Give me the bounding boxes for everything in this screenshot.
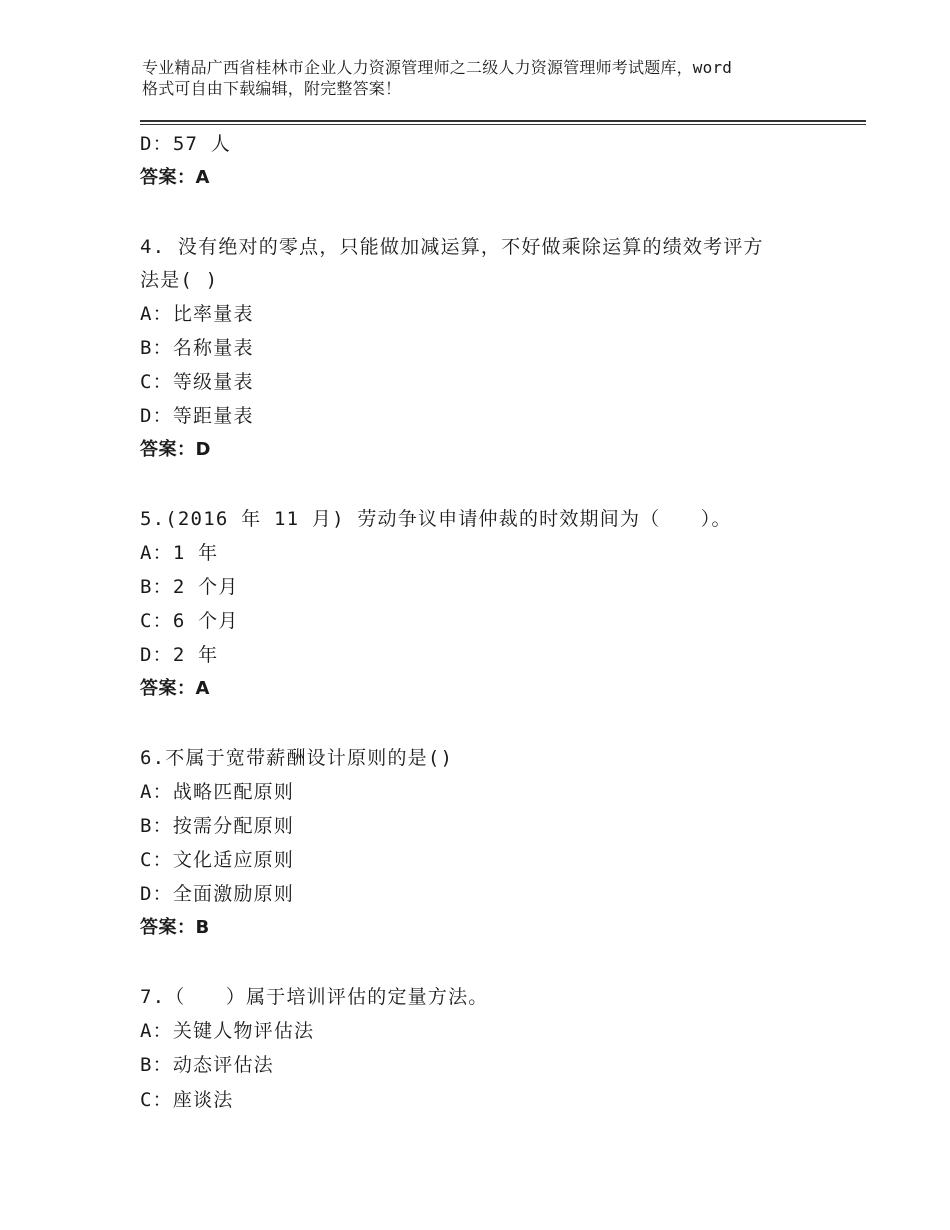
header-rule-thin [140, 124, 866, 125]
answer-value: A [195, 678, 210, 699]
q7-stem: 7.（ ）属于培训评估的定量方法。 [140, 986, 489, 1008]
answer-value: D [195, 439, 211, 460]
q6-stem: 6.不属于宽带薪酬设计原则的是() [140, 747, 454, 769]
q4-answer: 答案：D [140, 439, 211, 460]
prev-answer: 答案：A [140, 167, 210, 188]
q7-option-a: A：关键人物评估法 [140, 1020, 315, 1042]
q4-option-a: A：比率量表 [140, 303, 254, 325]
q6-option-b: B：按需分配原则 [140, 815, 295, 837]
q4-option-d: D：等距量表 [140, 405, 254, 427]
q6-answer: 答案：B [140, 917, 210, 938]
answer-label: 答案 [140, 167, 177, 188]
q4-option-b: B：名称量表 [140, 337, 254, 359]
q7-option-b: B：动态评估法 [140, 1054, 274, 1076]
q5-option-a: A：1 年 [140, 542, 219, 564]
q6-option-d: D：全面激励原则 [140, 883, 295, 905]
q6-option-a: A：战略匹配原则 [140, 781, 295, 803]
header-line-2: 格式可自由下载编辑，附完整答案！ [142, 79, 402, 98]
q6-option-c: C：文化适应原则 [140, 849, 295, 871]
q5-option-b: B：2 个月 [140, 576, 239, 598]
q7-option-c: C：座谈法 [140, 1089, 234, 1111]
document-header [142, 57, 832, 99]
q5-option-d: D：2 年 [140, 644, 219, 666]
answer-label: 答案 [140, 439, 177, 460]
q4-stem-line-2: 法是( ) [140, 269, 219, 291]
answer-value: A [195, 167, 210, 188]
prev-option-d: D：57 人 [140, 133, 231, 155]
answer-label: 答案 [140, 678, 177, 699]
q4-option-c: C：等级量表 [140, 371, 254, 393]
q5-stem: 5.(2016 年 11 月) 劳动争议申请仲裁的时效期间为（ ）。 [140, 508, 732, 530]
q4-stem-line-1: 4. 没有绝对的零点，只能做加减运算，不好做乘除运算的绩效考评方 [140, 236, 764, 258]
header-line-1: 专业精品广西省桂林市企业人力资源管理师之二级人力资源管理师考试题库，word [142, 58, 733, 77]
q5-answer: 答案：A [140, 678, 210, 699]
header-rule-thick [140, 120, 866, 122]
answer-label: 答案 [140, 917, 177, 938]
q5-option-c: C：6 个月 [140, 610, 239, 632]
answer-value: B [195, 917, 210, 938]
